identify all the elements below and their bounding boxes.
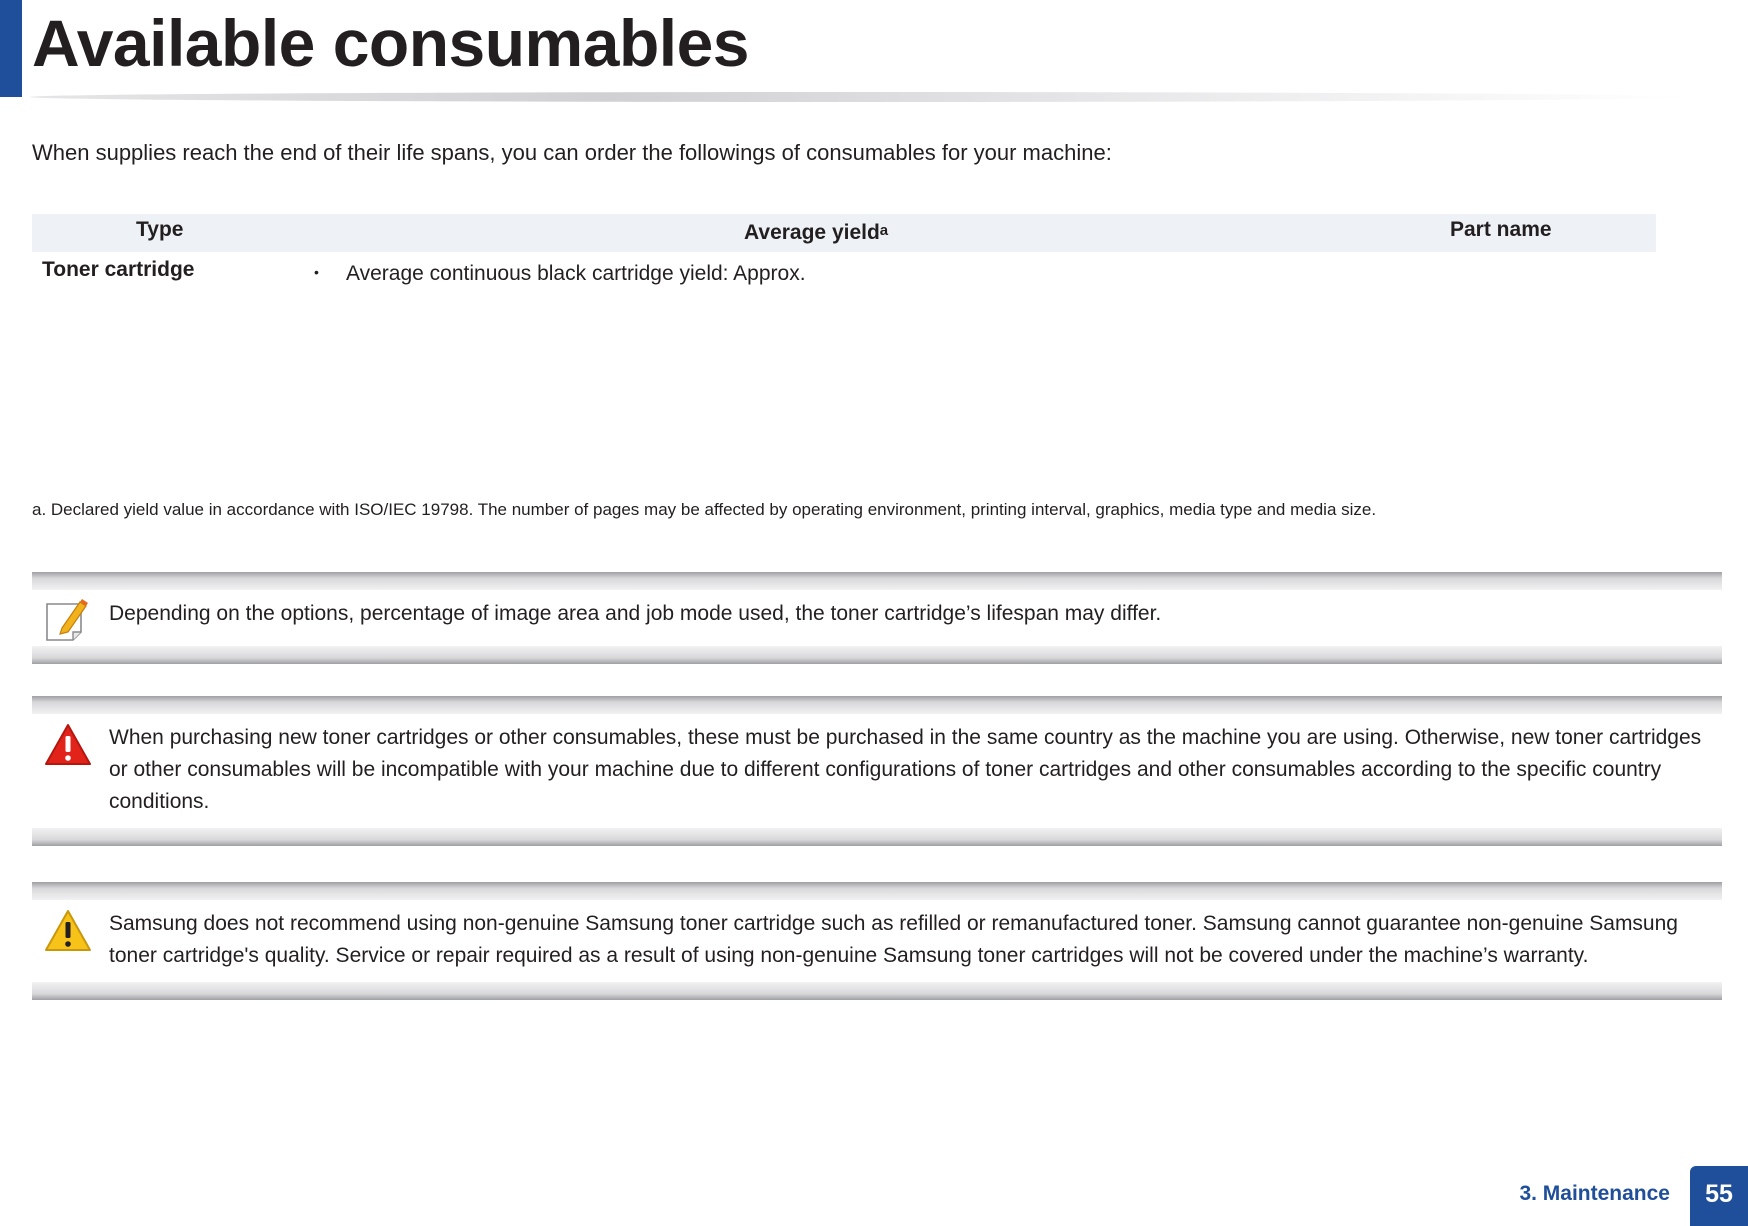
note-pencil-icon [44, 598, 92, 644]
header-average-yield-label: Average yield [744, 221, 880, 244]
page-number: 55 [1690, 1166, 1748, 1226]
warning-text: When purchasing new toner cartridges or other consumables, these must be purchased in the same country as the machine you are using. Otherwise, new toner cartridges or other consumables will be incompatible with your machine due to different configurations of toner cartridges and other consumables according to the specific country conditions. [109, 726, 1702, 813]
caution-body [32, 900, 1722, 982]
warning-bottom-bar [32, 828, 1722, 846]
warning-box [32, 696, 1722, 846]
caution-top-bar [32, 882, 1722, 900]
page-title: Available consumables [32, 6, 750, 80]
row-yield-text: Average continuous black cartridge yield: Approx. [346, 262, 806, 285]
note-body [32, 590, 1722, 646]
row-type-cell: Toner cartridge [42, 258, 195, 281]
table-header-row [32, 214, 1656, 252]
warning-body [32, 714, 1722, 828]
warning-icon [44, 722, 92, 768]
chapter-tab-marker [0, 0, 22, 97]
warning-top-bar [32, 696, 1722, 714]
note-top-bar [32, 572, 1722, 590]
table-row [32, 252, 1656, 492]
caution-box [32, 882, 1722, 1000]
title-divider [30, 92, 1690, 102]
consumables-table [32, 214, 1656, 492]
header-part-name: Part name [1450, 218, 1552, 241]
caution-text: Samsung does not recommend using non-genuine Samsung toner cartridge such as refilled or remanufactured toner. Samsung cannot guarantee non-genuine Samsung toner cartridge's quality. Service or repair required as a result of using non-genuine Samsung toner cartridges will not be covered under the machine’s warranty. [109, 912, 1678, 967]
caution-icon [44, 908, 92, 954]
footnote-marker: a [879, 222, 889, 239]
note-box [32, 572, 1722, 664]
note-bottom-bar [32, 646, 1722, 664]
caution-bottom-bar [32, 982, 1722, 1000]
header-average-yield [744, 221, 888, 245]
row-yield-cell [314, 262, 806, 286]
footer-section-label: 3. Maintenance [1519, 1182, 1670, 1205]
intro-text: When supplies reach the end of their life spans, you can order the followings of consumables for your machine: [32, 140, 1112, 165]
note-text: Depending on the options, percentage of image area and job mode used, the toner cartridge’s lifespan may differ. [109, 602, 1162, 625]
header-type: Type [136, 218, 184, 241]
table-footnote: a. Declared yield value in accordance with ISO/IEC 19798. The number of pages may be affected by operating environment, printing interval, graphics, media type and media size. [32, 500, 1377, 519]
bullet-icon: • [314, 264, 319, 280]
